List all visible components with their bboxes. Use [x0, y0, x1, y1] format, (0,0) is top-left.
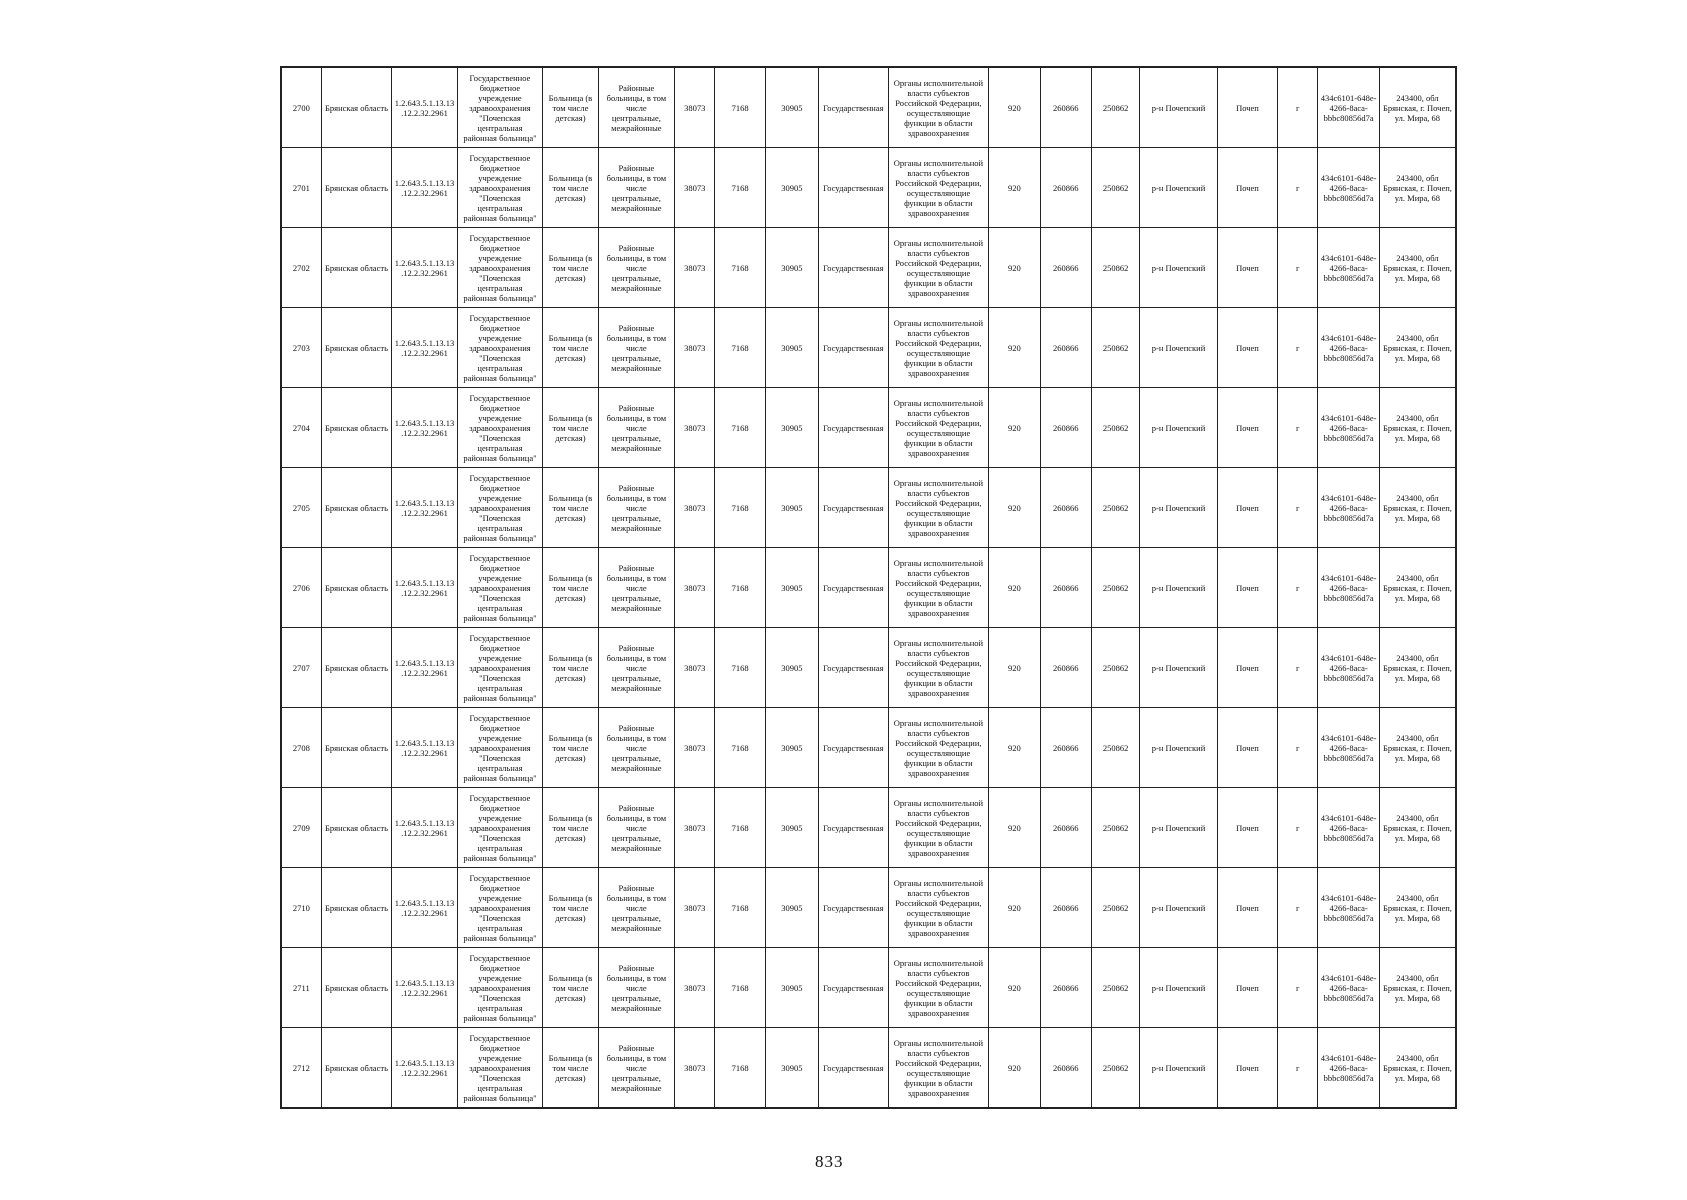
cell-code-a: 38073: [675, 468, 715, 548]
cell-code-d: 920: [989, 308, 1040, 388]
cell-settlement-type: г: [1278, 308, 1318, 388]
cell-facility-type: Больница (в том числе детская): [543, 468, 598, 548]
cell-settlement: Почеп: [1217, 148, 1277, 228]
cell-facility-category: Районные больницы, в том числе центральные, межрайонные: [598, 308, 675, 388]
cell-region: Брянская область: [321, 148, 391, 228]
registry-body: [281, 67, 1456, 1108]
cell-code-f: 250862: [1091, 708, 1139, 788]
cell-facility-category: Районные больницы, в том числе центральные, межрайонные: [598, 868, 675, 948]
cell-guid: 434c6101-648e-4266-8aca-bbbc80856d7a: [1318, 67, 1379, 148]
cell-facility-category: Районные больницы, в том числе центральные, межрайонные: [598, 228, 675, 308]
cell-code-a: 38073: [675, 948, 715, 1028]
cell-code-d: 920: [989, 948, 1040, 1028]
cell-oid: 1.2.643.5.1.13.13.12.2.32.2961: [392, 708, 457, 788]
cell-address: 243400, обл Брянская, г. Почеп, ул. Мира, 68: [1379, 548, 1456, 628]
cell-guid: 434c6101-648e-4266-8aca-bbbc80856d7a: [1318, 308, 1379, 388]
cell-code-f: 250862: [1091, 628, 1139, 708]
cell-code-c: 30905: [765, 388, 818, 468]
cell-facility-category: Районные больницы, в том числе центральные, межрайонные: [598, 148, 675, 228]
cell-code-a: 38073: [675, 308, 715, 388]
cell-row-number: 2710: [281, 868, 321, 948]
cell-district: р-н Почепский: [1140, 67, 1218, 148]
table-row: [281, 708, 1456, 788]
cell-settlement-type: г: [1278, 548, 1318, 628]
cell-ownership-form: Государственная: [819, 388, 888, 468]
cell-code-b: 7168: [715, 628, 765, 708]
cell-region: Брянская область: [321, 388, 391, 468]
cell-facility-type: Больница (в том числе детская): [543, 628, 598, 708]
cell-authority: Органы исполнительной власти субъектов Российской Федерации, осуществляющие функции в области здравоохранения: [888, 948, 989, 1028]
cell-facility-type: Больница (в том числе детская): [543, 1028, 598, 1109]
cell-ownership-form: Государственная: [819, 468, 888, 548]
cell-organization-name: Государственное бюджетное учреждение здравоохранения "Почепская центральная районная больница": [457, 388, 543, 468]
cell-district: р-н Почепский: [1140, 1028, 1218, 1109]
cell-organization-name: Государственное бюджетное учреждение здравоохранения "Почепская центральная районная больница": [457, 308, 543, 388]
table-row: [281, 548, 1456, 628]
cell-facility-type: Больница (в том числе детская): [543, 788, 598, 868]
cell-row-number: 2704: [281, 388, 321, 468]
cell-organization-name: Государственное бюджетное учреждение здравоохранения "Почепская центральная районная больница": [457, 1028, 543, 1109]
cell-district: р-н Почепский: [1140, 948, 1218, 1028]
cell-oid: 1.2.643.5.1.13.13.12.2.32.2961: [392, 308, 457, 388]
cell-ownership-form: Государственная: [819, 148, 888, 228]
cell-facility-category: Районные больницы, в том числе центральные, межрайонные: [598, 548, 675, 628]
cell-guid: 434c6101-648e-4266-8aca-bbbc80856d7a: [1318, 708, 1379, 788]
cell-code-d: 920: [989, 788, 1040, 868]
cell-guid: 434c6101-648e-4266-8aca-bbbc80856d7a: [1318, 148, 1379, 228]
cell-authority: Органы исполнительной власти субъектов Российской Федерации, осуществляющие функции в области здравоохранения: [888, 308, 989, 388]
table-row: [281, 388, 1456, 468]
cell-settlement-type: г: [1278, 868, 1318, 948]
table-row: [281, 948, 1456, 1028]
cell-region: Брянская область: [321, 228, 391, 308]
cell-guid: 434c6101-648e-4266-8aca-bbbc80856d7a: [1318, 228, 1379, 308]
cell-guid: 434c6101-648e-4266-8aca-bbbc80856d7a: [1318, 1028, 1379, 1109]
cell-facility-category: Районные больницы, в том числе центральные, межрайонные: [598, 948, 675, 1028]
cell-oid: 1.2.643.5.1.13.13.12.2.32.2961: [392, 548, 457, 628]
cell-code-e: 260866: [1040, 948, 1091, 1028]
registry-table: [280, 66, 1457, 1109]
cell-district: р-н Почепский: [1140, 148, 1218, 228]
cell-code-c: 30905: [765, 148, 818, 228]
cell-settlement-type: г: [1278, 228, 1318, 308]
cell-code-f: 250862: [1091, 148, 1139, 228]
cell-code-c: 30905: [765, 228, 818, 308]
cell-facility-type: Больница (в том числе детская): [543, 148, 598, 228]
cell-code-c: 30905: [765, 67, 818, 148]
cell-code-a: 38073: [675, 868, 715, 948]
cell-code-e: 260866: [1040, 788, 1091, 868]
cell-region: Брянская область: [321, 628, 391, 708]
cell-ownership-form: Государственная: [819, 308, 888, 388]
cell-district: р-н Почепский: [1140, 308, 1218, 388]
cell-authority: Органы исполнительной власти субъектов Российской Федерации, осуществляющие функции в области здравоохранения: [888, 628, 989, 708]
cell-facility-category: Районные больницы, в том числе центральные, межрайонные: [598, 788, 675, 868]
cell-code-d: 920: [989, 148, 1040, 228]
cell-authority: Органы исполнительной власти субъектов Российской Федерации, осуществляющие функции в области здравоохранения: [888, 468, 989, 548]
cell-code-d: 920: [989, 868, 1040, 948]
cell-row-number: 2701: [281, 148, 321, 228]
cell-district: р-н Почепский: [1140, 868, 1218, 948]
cell-code-e: 260866: [1040, 228, 1091, 308]
cell-organization-name: Государственное бюджетное учреждение здравоохранения "Почепская центральная районная больница": [457, 868, 543, 948]
cell-ownership-form: Государственная: [819, 1028, 888, 1109]
cell-code-b: 7168: [715, 388, 765, 468]
cell-settlement: Почеп: [1217, 628, 1277, 708]
cell-authority: Органы исполнительной власти субъектов Российской Федерации, осуществляющие функции в области здравоохранения: [888, 868, 989, 948]
cell-code-a: 38073: [675, 148, 715, 228]
cell-district: р-н Почепский: [1140, 788, 1218, 868]
cell-row-number: 2708: [281, 708, 321, 788]
cell-code-e: 260866: [1040, 548, 1091, 628]
cell-facility-type: Больница (в том числе детская): [543, 228, 598, 308]
cell-address: 243400, обл Брянская, г. Почеп, ул. Мира, 68: [1379, 308, 1456, 388]
cell-code-b: 7168: [715, 788, 765, 868]
cell-address: 243400, обл Брянская, г. Почеп, ул. Мира, 68: [1379, 628, 1456, 708]
cell-code-b: 7168: [715, 548, 765, 628]
cell-oid: 1.2.643.5.1.13.13.12.2.32.2961: [392, 948, 457, 1028]
cell-address: 243400, обл Брянская, г. Почеп, ул. Мира, 68: [1379, 788, 1456, 868]
cell-code-f: 250862: [1091, 67, 1139, 148]
page-number: 833: [815, 1152, 844, 1171]
cell-settlement-type: г: [1278, 1028, 1318, 1109]
cell-code-e: 260866: [1040, 308, 1091, 388]
cell-code-a: 38073: [675, 628, 715, 708]
cell-organization-name: Государственное бюджетное учреждение здравоохранения "Почепская центральная районная больница": [457, 148, 543, 228]
cell-guid: 434c6101-648e-4266-8aca-bbbc80856d7a: [1318, 788, 1379, 868]
cell-code-b: 7168: [715, 148, 765, 228]
cell-code-d: 920: [989, 388, 1040, 468]
cell-code-f: 250862: [1091, 468, 1139, 548]
cell-oid: 1.2.643.5.1.13.13.12.2.32.2961: [392, 228, 457, 308]
cell-region: Брянская область: [321, 948, 391, 1028]
cell-settlement-type: г: [1278, 628, 1318, 708]
cell-authority: Органы исполнительной власти субъектов Российской Федерации, осуществляющие функции в области здравоохранения: [888, 548, 989, 628]
cell-region: Брянская область: [321, 67, 391, 148]
cell-facility-type: Больница (в том числе детская): [543, 67, 598, 148]
cell-code-c: 30905: [765, 948, 818, 1028]
table-row: [281, 67, 1456, 148]
cell-code-a: 38073: [675, 708, 715, 788]
cell-authority: Органы исполнительной власти субъектов Российской Федерации, осуществляющие функции в области здравоохранения: [888, 67, 989, 148]
cell-settlement: Почеп: [1217, 788, 1277, 868]
cell-address: 243400, обл Брянская, г. Почеп, ул. Мира, 68: [1379, 1028, 1456, 1109]
cell-district: р-н Почепский: [1140, 548, 1218, 628]
cell-row-number: 2709: [281, 788, 321, 868]
cell-row-number: 2703: [281, 308, 321, 388]
cell-region: Брянская область: [321, 548, 391, 628]
cell-address: 243400, обл Брянская, г. Почеп, ул. Мира, 68: [1379, 228, 1456, 308]
cell-settlement: Почеп: [1217, 868, 1277, 948]
cell-oid: 1.2.643.5.1.13.13.12.2.32.2961: [392, 148, 457, 228]
cell-code-f: 250862: [1091, 948, 1139, 1028]
cell-organization-name: Государственное бюджетное учреждение здравоохранения "Почепская центральная районная больница": [457, 468, 543, 548]
cell-settlement: Почеп: [1217, 388, 1277, 468]
cell-code-e: 260866: [1040, 1028, 1091, 1109]
cell-ownership-form: Государственная: [819, 628, 888, 708]
cell-settlement-type: г: [1278, 148, 1318, 228]
cell-code-d: 920: [989, 228, 1040, 308]
cell-code-b: 7168: [715, 868, 765, 948]
cell-settlement: Почеп: [1217, 468, 1277, 548]
cell-district: р-н Почепский: [1140, 228, 1218, 308]
table-row: [281, 788, 1456, 868]
cell-authority: Органы исполнительной власти субъектов Российской Федерации, осуществляющие функции в области здравоохранения: [888, 788, 989, 868]
cell-code-d: 920: [989, 708, 1040, 788]
cell-organization-name: Государственное бюджетное учреждение здравоохранения "Почепская центральная районная больница": [457, 788, 543, 868]
table-row: [281, 228, 1456, 308]
cell-code-b: 7168: [715, 1028, 765, 1109]
cell-row-number: 2705: [281, 468, 321, 548]
cell-guid: 434c6101-648e-4266-8aca-bbbc80856d7a: [1318, 388, 1379, 468]
cell-ownership-form: Государственная: [819, 708, 888, 788]
cell-facility-type: Больница (в том числе детская): [543, 308, 598, 388]
cell-facility-category: Районные больницы, в том числе центральные, межрайонные: [598, 67, 675, 148]
cell-code-a: 38073: [675, 228, 715, 308]
cell-code-a: 38073: [675, 388, 715, 468]
cell-code-d: 920: [989, 67, 1040, 148]
cell-code-f: 250862: [1091, 388, 1139, 468]
cell-district: р-н Почепский: [1140, 388, 1218, 468]
cell-settlement-type: г: [1278, 468, 1318, 548]
cell-authority: Органы исполнительной власти субъектов Российской Федерации, осуществляющие функции в области здравоохранения: [888, 1028, 989, 1109]
cell-code-f: 250862: [1091, 788, 1139, 868]
cell-guid: 434c6101-648e-4266-8aca-bbbc80856d7a: [1318, 868, 1379, 948]
table-row: [281, 868, 1456, 948]
cell-code-b: 7168: [715, 308, 765, 388]
cell-facility-type: Больница (в том числе детская): [543, 388, 598, 468]
cell-address: 243400, обл Брянская, г. Почеп, ул. Мира, 68: [1379, 468, 1456, 548]
cell-settlement: Почеп: [1217, 708, 1277, 788]
cell-guid: 434c6101-648e-4266-8aca-bbbc80856d7a: [1318, 548, 1379, 628]
cell-code-c: 30905: [765, 468, 818, 548]
cell-organization-name: Государственное бюджетное учреждение здравоохранения "Почепская центральная районная больница": [457, 548, 543, 628]
cell-region: Брянская область: [321, 708, 391, 788]
cell-authority: Органы исполнительной власти субъектов Российской Федерации, осуществляющие функции в области здравоохранения: [888, 148, 989, 228]
cell-guid: 434c6101-648e-4266-8aca-bbbc80856d7a: [1318, 468, 1379, 548]
cell-guid: 434c6101-648e-4266-8aca-bbbc80856d7a: [1318, 628, 1379, 708]
cell-settlement-type: г: [1278, 708, 1318, 788]
cell-district: р-н Почепский: [1140, 468, 1218, 548]
cell-oid: 1.2.643.5.1.13.13.12.2.32.2961: [392, 628, 457, 708]
cell-row-number: 2712: [281, 1028, 321, 1109]
table-row: [281, 308, 1456, 388]
cell-code-e: 260866: [1040, 388, 1091, 468]
cell-code-f: 250862: [1091, 308, 1139, 388]
cell-organization-name: Государственное бюджетное учреждение здравоохранения "Почепская центральная районная больница": [457, 228, 543, 308]
cell-facility-category: Районные больницы, в том числе центральные, межрайонные: [598, 628, 675, 708]
cell-code-a: 38073: [675, 67, 715, 148]
cell-code-c: 30905: [765, 628, 818, 708]
cell-oid: 1.2.643.5.1.13.13.12.2.32.2961: [392, 788, 457, 868]
cell-region: Брянская область: [321, 308, 391, 388]
cell-ownership-form: Государственная: [819, 228, 888, 308]
cell-code-e: 260866: [1040, 148, 1091, 228]
cell-organization-name: Государственное бюджетное учреждение здравоохранения "Почепская центральная районная больница": [457, 708, 543, 788]
cell-ownership-form: Государственная: [819, 548, 888, 628]
cell-authority: Органы исполнительной власти субъектов Российской Федерации, осуществляющие функции в области здравоохранения: [888, 228, 989, 308]
cell-address: 243400, обл Брянская, г. Почеп, ул. Мира, 68: [1379, 868, 1456, 948]
cell-facility-type: Больница (в том числе детская): [543, 868, 598, 948]
cell-facility-type: Больница (в том числе детская): [543, 708, 598, 788]
cell-oid: 1.2.643.5.1.13.13.12.2.32.2961: [392, 468, 457, 548]
cell-code-e: 260866: [1040, 468, 1091, 548]
cell-code-b: 7168: [715, 948, 765, 1028]
cell-settlement-type: г: [1278, 948, 1318, 1028]
cell-settlement-type: г: [1278, 388, 1318, 468]
cell-code-f: 250862: [1091, 1028, 1139, 1109]
cell-authority: Органы исполнительной власти субъектов Российской Федерации, осуществляющие функции в области здравоохранения: [888, 388, 989, 468]
cell-code-d: 920: [989, 468, 1040, 548]
cell-code-a: 38073: [675, 548, 715, 628]
cell-region: Брянская область: [321, 1028, 391, 1109]
cell-address: 243400, обл Брянская, г. Почеп, ул. Мира, 68: [1379, 67, 1456, 148]
cell-facility-category: Районные больницы, в том числе центральные, межрайонные: [598, 388, 675, 468]
cell-authority: Органы исполнительной власти субъектов Российской Федерации, осуществляющие функции в области здравоохранения: [888, 708, 989, 788]
cell-guid: 434c6101-648e-4266-8aca-bbbc80856d7a: [1318, 948, 1379, 1028]
cell-settlement: Почеп: [1217, 948, 1277, 1028]
cell-oid: 1.2.643.5.1.13.13.12.2.32.2961: [392, 67, 457, 148]
cell-oid: 1.2.643.5.1.13.13.12.2.32.2961: [392, 388, 457, 468]
cell-code-c: 30905: [765, 708, 818, 788]
cell-facility-type: Больница (в том числе детская): [543, 948, 598, 1028]
cell-organization-name: Государственное бюджетное учреждение здравоохранения "Почепская центральная районная больница": [457, 67, 543, 148]
cell-settlement: Почеп: [1217, 308, 1277, 388]
cell-code-f: 250862: [1091, 548, 1139, 628]
cell-row-number: 2706: [281, 548, 321, 628]
cell-code-c: 30905: [765, 308, 818, 388]
cell-code-c: 30905: [765, 868, 818, 948]
cell-code-f: 250862: [1091, 228, 1139, 308]
cell-row-number: 2702: [281, 228, 321, 308]
cell-region: Брянская область: [321, 468, 391, 548]
cell-row-number: 2707: [281, 628, 321, 708]
cell-code-c: 30905: [765, 788, 818, 868]
cell-code-a: 38073: [675, 788, 715, 868]
table-row: [281, 468, 1456, 548]
cell-code-d: 920: [989, 1028, 1040, 1109]
cell-district: р-н Почепский: [1140, 708, 1218, 788]
cell-address: 243400, обл Брянская, г. Почеп, ул. Мира, 68: [1379, 388, 1456, 468]
table-row: [281, 628, 1456, 708]
cell-settlement: Почеп: [1217, 1028, 1277, 1109]
cell-settlement: Почеп: [1217, 548, 1277, 628]
cell-facility-category: Районные больницы, в том числе центральные, межрайонные: [598, 1028, 675, 1109]
cell-ownership-form: Государственная: [819, 948, 888, 1028]
cell-facility-category: Районные больницы, в том числе центральные, межрайонные: [598, 468, 675, 548]
cell-code-b: 7168: [715, 708, 765, 788]
cell-facility-type: Больница (в том числе детская): [543, 548, 598, 628]
cell-code-e: 260866: [1040, 628, 1091, 708]
cell-organization-name: Государственное бюджетное учреждение здравоохранения "Почепская центральная районная больница": [457, 628, 543, 708]
cell-settlement: Почеп: [1217, 228, 1277, 308]
table-row: [281, 1028, 1456, 1109]
cell-oid: 1.2.643.5.1.13.13.12.2.32.2961: [392, 1028, 457, 1109]
cell-code-a: 38073: [675, 1028, 715, 1109]
cell-row-number: 2700: [281, 67, 321, 148]
cell-code-d: 920: [989, 628, 1040, 708]
cell-address: 243400, обл Брянская, г. Почеп, ул. Мира, 68: [1379, 708, 1456, 788]
cell-ownership-form: Государственная: [819, 788, 888, 868]
cell-code-b: 7168: [715, 67, 765, 148]
cell-district: р-н Почепский: [1140, 628, 1218, 708]
cell-region: Брянская область: [321, 788, 391, 868]
cell-code-c: 30905: [765, 548, 818, 628]
cell-code-c: 30905: [765, 1028, 818, 1109]
cell-code-d: 920: [989, 548, 1040, 628]
cell-code-e: 260866: [1040, 868, 1091, 948]
cell-ownership-form: Государственная: [819, 868, 888, 948]
cell-address: 243400, обл Брянская, г. Почеп, ул. Мира, 68: [1379, 148, 1456, 228]
cell-settlement-type: г: [1278, 788, 1318, 868]
cell-code-e: 260866: [1040, 67, 1091, 148]
cell-settlement: Почеп: [1217, 67, 1277, 148]
cell-ownership-form: Государственная: [819, 67, 888, 148]
cell-code-b: 7168: [715, 468, 765, 548]
cell-facility-category: Районные больницы, в том числе центральные, межрайонные: [598, 708, 675, 788]
cell-code-b: 7168: [715, 228, 765, 308]
cell-address: 243400, обл Брянская, г. Почеп, ул. Мира, 68: [1379, 948, 1456, 1028]
cell-oid: 1.2.643.5.1.13.13.12.2.32.2961: [392, 868, 457, 948]
cell-row-number: 2711: [281, 948, 321, 1028]
cell-code-e: 260866: [1040, 708, 1091, 788]
cell-settlement-type: г: [1278, 67, 1318, 148]
cell-region: Брянская область: [321, 868, 391, 948]
cell-code-f: 250862: [1091, 868, 1139, 948]
cell-organization-name: Государственное бюджетное учреждение здравоохранения "Почепская центральная районная больница": [457, 948, 543, 1028]
table-row: [281, 148, 1456, 228]
